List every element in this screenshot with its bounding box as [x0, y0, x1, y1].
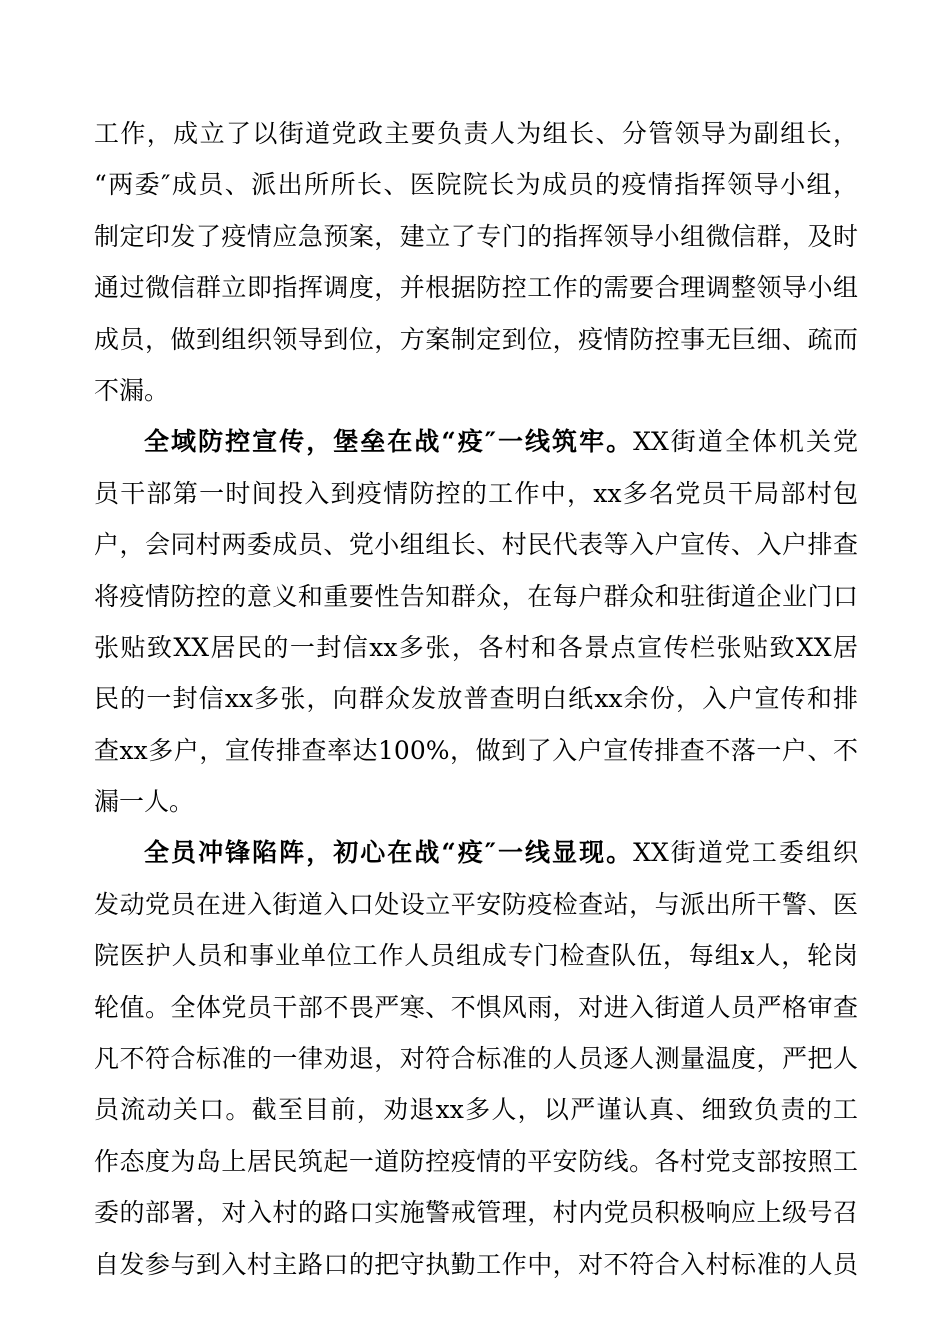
text-line: 自发参与到入村主路口的把守执勤工作中，对不符合入村标准的人员 — [94, 1249, 858, 1279]
text-line: 员干部第一时间投入到疫情防控的工作中，xx多名党员干局部村包 — [94, 478, 858, 508]
paragraph-3 — [94, 827, 858, 1290]
text-line: 发动党员在进入街道入口处设立平安防疫检查站，与派出所干警、医 — [94, 889, 858, 919]
text-line: 查xx多户，宣传排查率达100%，做到了入户宣传排查不落一户、不 — [94, 735, 858, 765]
document-body — [94, 108, 858, 1290]
text-line: 将疫情防控的意义和重要性告知群众，在每户群众和驻街道企业门口 — [94, 581, 858, 611]
text-line: “两委″成员、派出所所长、医院院长为成员的疫情指挥领导小组， — [94, 170, 858, 200]
text-line: 作态度为岛上居民筑起一道防控疫情的平安防线。各村党支部按照工 — [94, 1146, 858, 1176]
text-line: 工作，成立了以街道党政主要负责人为组长、分管领导为副组长， — [94, 119, 858, 148]
text-line: 通过微信群立即指挥调度，并根据防控工作的需要合理调整领导小组 — [94, 273, 858, 303]
text-line: 院医护人员和事业单位工作人员组成专门检查队伍，每组x人，轮岗 — [94, 941, 858, 971]
text-line: 委的部署，对入村的路口实施警戒管理，村内党员积极响应上级号召 — [94, 1198, 858, 1228]
text-line: 员流动关口。截至目前，劝退xx多人，以严谨认真、细致负责的工 — [94, 1095, 858, 1125]
text-line: 漏一人。 — [94, 787, 195, 817]
text-line: 成员，做到组织领导到位，方案制定到位，疫情防控事无巨细、疏而 — [94, 324, 858, 354]
paragraph-heading: 全域防控宣传，堡垒在战“疫″一线筑牢。 — [144, 427, 634, 457]
text-line: 制定印发了疫情应急预案，建立了专门的指挥领导小组微信群，及时 — [94, 221, 858, 251]
heading-trailing-text: XX街道党工委组织 — [633, 838, 858, 868]
text-line: 凡不符合标准的一律劝退，对符合标准的人员逐人测量温度，严把人 — [94, 1044, 858, 1074]
text-line: 张贴致XX居民的一封信xx多张，各村和各景点宣传栏张贴致XX居 — [94, 632, 858, 662]
text-line: 轮值。全体党员干部不畏严寒、不惧风雨，对进入街道人员严格审查 — [94, 992, 858, 1022]
paragraph-1 — [94, 108, 858, 416]
paragraph-2 — [94, 416, 858, 827]
text-line: 民的一封信xx多张，向群众发放普查明白纸xx余份，入户宣传和排 — [94, 684, 858, 714]
paragraph-first-line — [94, 827, 858, 878]
paragraph-first-line — [94, 416, 858, 467]
text-line: 户，会同村两委成员、党小组组长、村民代表等入户宣传、入户排查 — [94, 530, 858, 560]
text-line: 不漏。 — [94, 375, 170, 405]
paragraph-heading: 全员冲锋陷阵，初心在战“疫″一线显现。 — [144, 838, 634, 868]
heading-trailing-text: XX街道全体机关党 — [633, 427, 858, 457]
